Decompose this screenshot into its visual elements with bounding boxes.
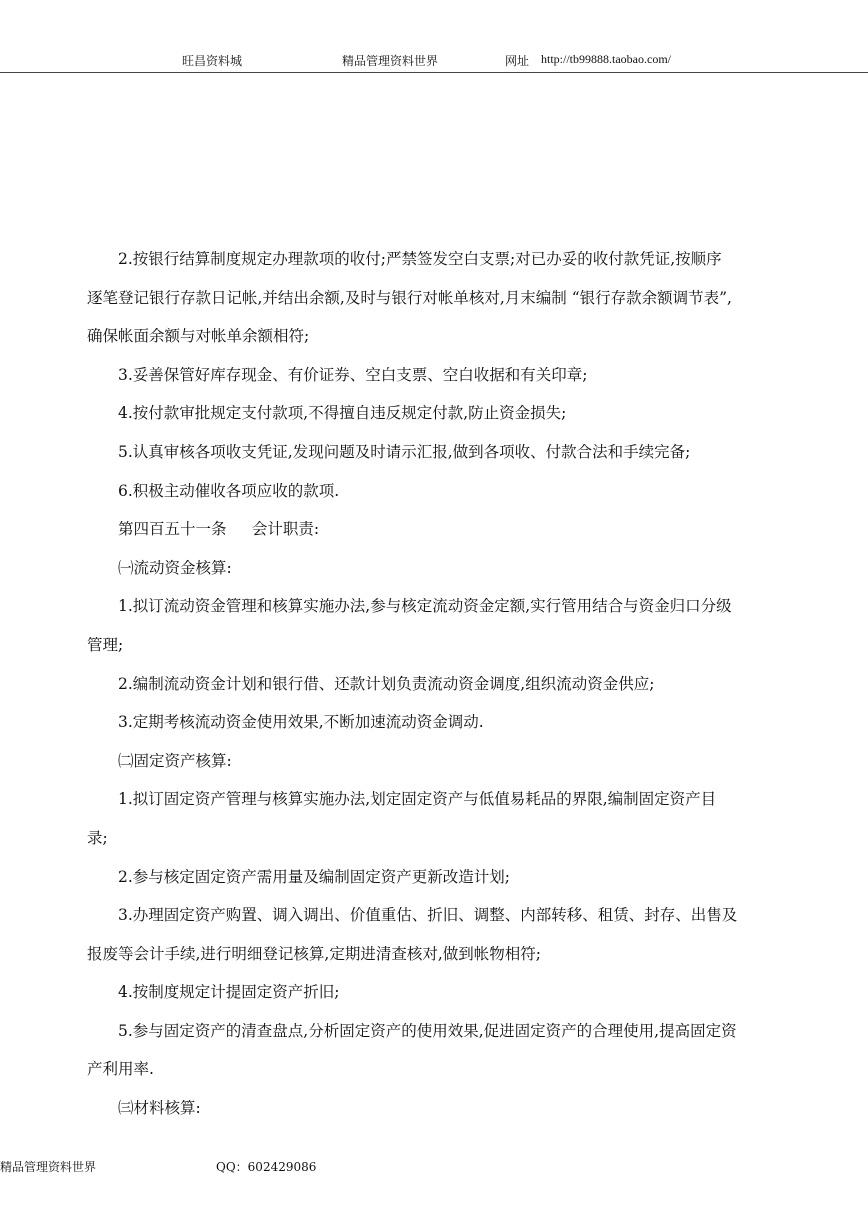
header-site-name: 精品管理资料世界 bbox=[342, 54, 439, 68]
paragraph-line: 录; bbox=[87, 828, 108, 847]
header-shop-name: 旺昌资料城 bbox=[182, 54, 243, 68]
paragraph-line: 产利用率. bbox=[87, 1060, 154, 1079]
subsection-heading: ㈡固定资产核算: bbox=[118, 751, 232, 770]
paragraph-line: 2.编制流动资金计划和银行借、还款计划负责流动资金调度,组织流动资金供应; bbox=[118, 674, 655, 693]
paragraph-line: 1.拟订流动资金管理和核算实施办法,参与核定流动资金定额,实行管用结合与资金归口分级 bbox=[118, 597, 732, 616]
paragraph-line: 确保帐面余额与对帐单余额相符; bbox=[87, 327, 310, 346]
paragraph-line: 2.参与核定固定资产需用量及编制固定资产更新改造计划; bbox=[118, 867, 511, 886]
paragraph-line: 报废等会计手续,进行明细登记核算,定期进清查核对,做到帐物相符; bbox=[87, 944, 542, 963]
paragraph-line: 3.办理固定资产购置、调入调出、价值重估、折旧、调整、内部转移、租赁、封存、出售及 bbox=[118, 906, 738, 925]
paragraph-line: 5.参与固定资产的清查盘点,分析固定资产的使用效果,促进固定资产的合理使用,提高固定资 bbox=[118, 1021, 737, 1040]
paragraph-line: 2.按银行结算制度规定办理款项的收付;严禁签发空白支票;对已办妥的收付款凭证,按顺序 bbox=[118, 250, 722, 268]
paragraph-line: 逐笔登记银行存款日记帐,并结出余额,及时与银行对帐单核对,月末编制 “银行存款余额调节表”, bbox=[87, 288, 732, 307]
header-url-label: 网址 bbox=[505, 54, 530, 68]
paragraph-line: 3.妥善保管好库存现金、有价证券、空白支票、空白收据和有关印章; bbox=[118, 365, 588, 384]
subsection-heading: ㈢材料核算: bbox=[118, 1099, 201, 1118]
paragraph-line: 6.积极主动催收各项应收的款项. bbox=[118, 481, 340, 500]
document-body bbox=[87, 240, 767, 1128]
paragraph-line: 5.认真审核各项收支凭证,发现问题及时请示汇报,做到各项收、付款合法和手续完备; bbox=[118, 442, 691, 461]
paragraph-line: 管理; bbox=[87, 635, 124, 654]
header-url-link[interactable]: http://tb99888.taobao.com/ bbox=[541, 52, 671, 66]
page-header bbox=[0, 52, 868, 72]
paragraph-line: 1.拟订固定资产管理与核算实施办法,划定固定资产与低值易耗品的界限,编制固定资产目 bbox=[118, 790, 717, 809]
paragraph-line: 3.定期考核流动资金使用效果,不断加速流动资金调动. bbox=[118, 713, 484, 732]
footer-site-name: 精品管理资料世界 bbox=[0, 1160, 97, 1174]
section-heading: 第四百五十一条 会计职责: bbox=[118, 520, 320, 539]
header-divider bbox=[0, 72, 868, 73]
paragraph-line: 4.按付款审批规定支付款项,不得擅自违反规定付款,防止资金损失; bbox=[118, 404, 567, 423]
subsection-heading: ㈠流动资金核算: bbox=[118, 558, 232, 577]
paragraph-line: 4.按制度规定计提固定资产折旧; bbox=[118, 983, 340, 1002]
footer-qq: QQ：602429086 bbox=[216, 1160, 317, 1174]
